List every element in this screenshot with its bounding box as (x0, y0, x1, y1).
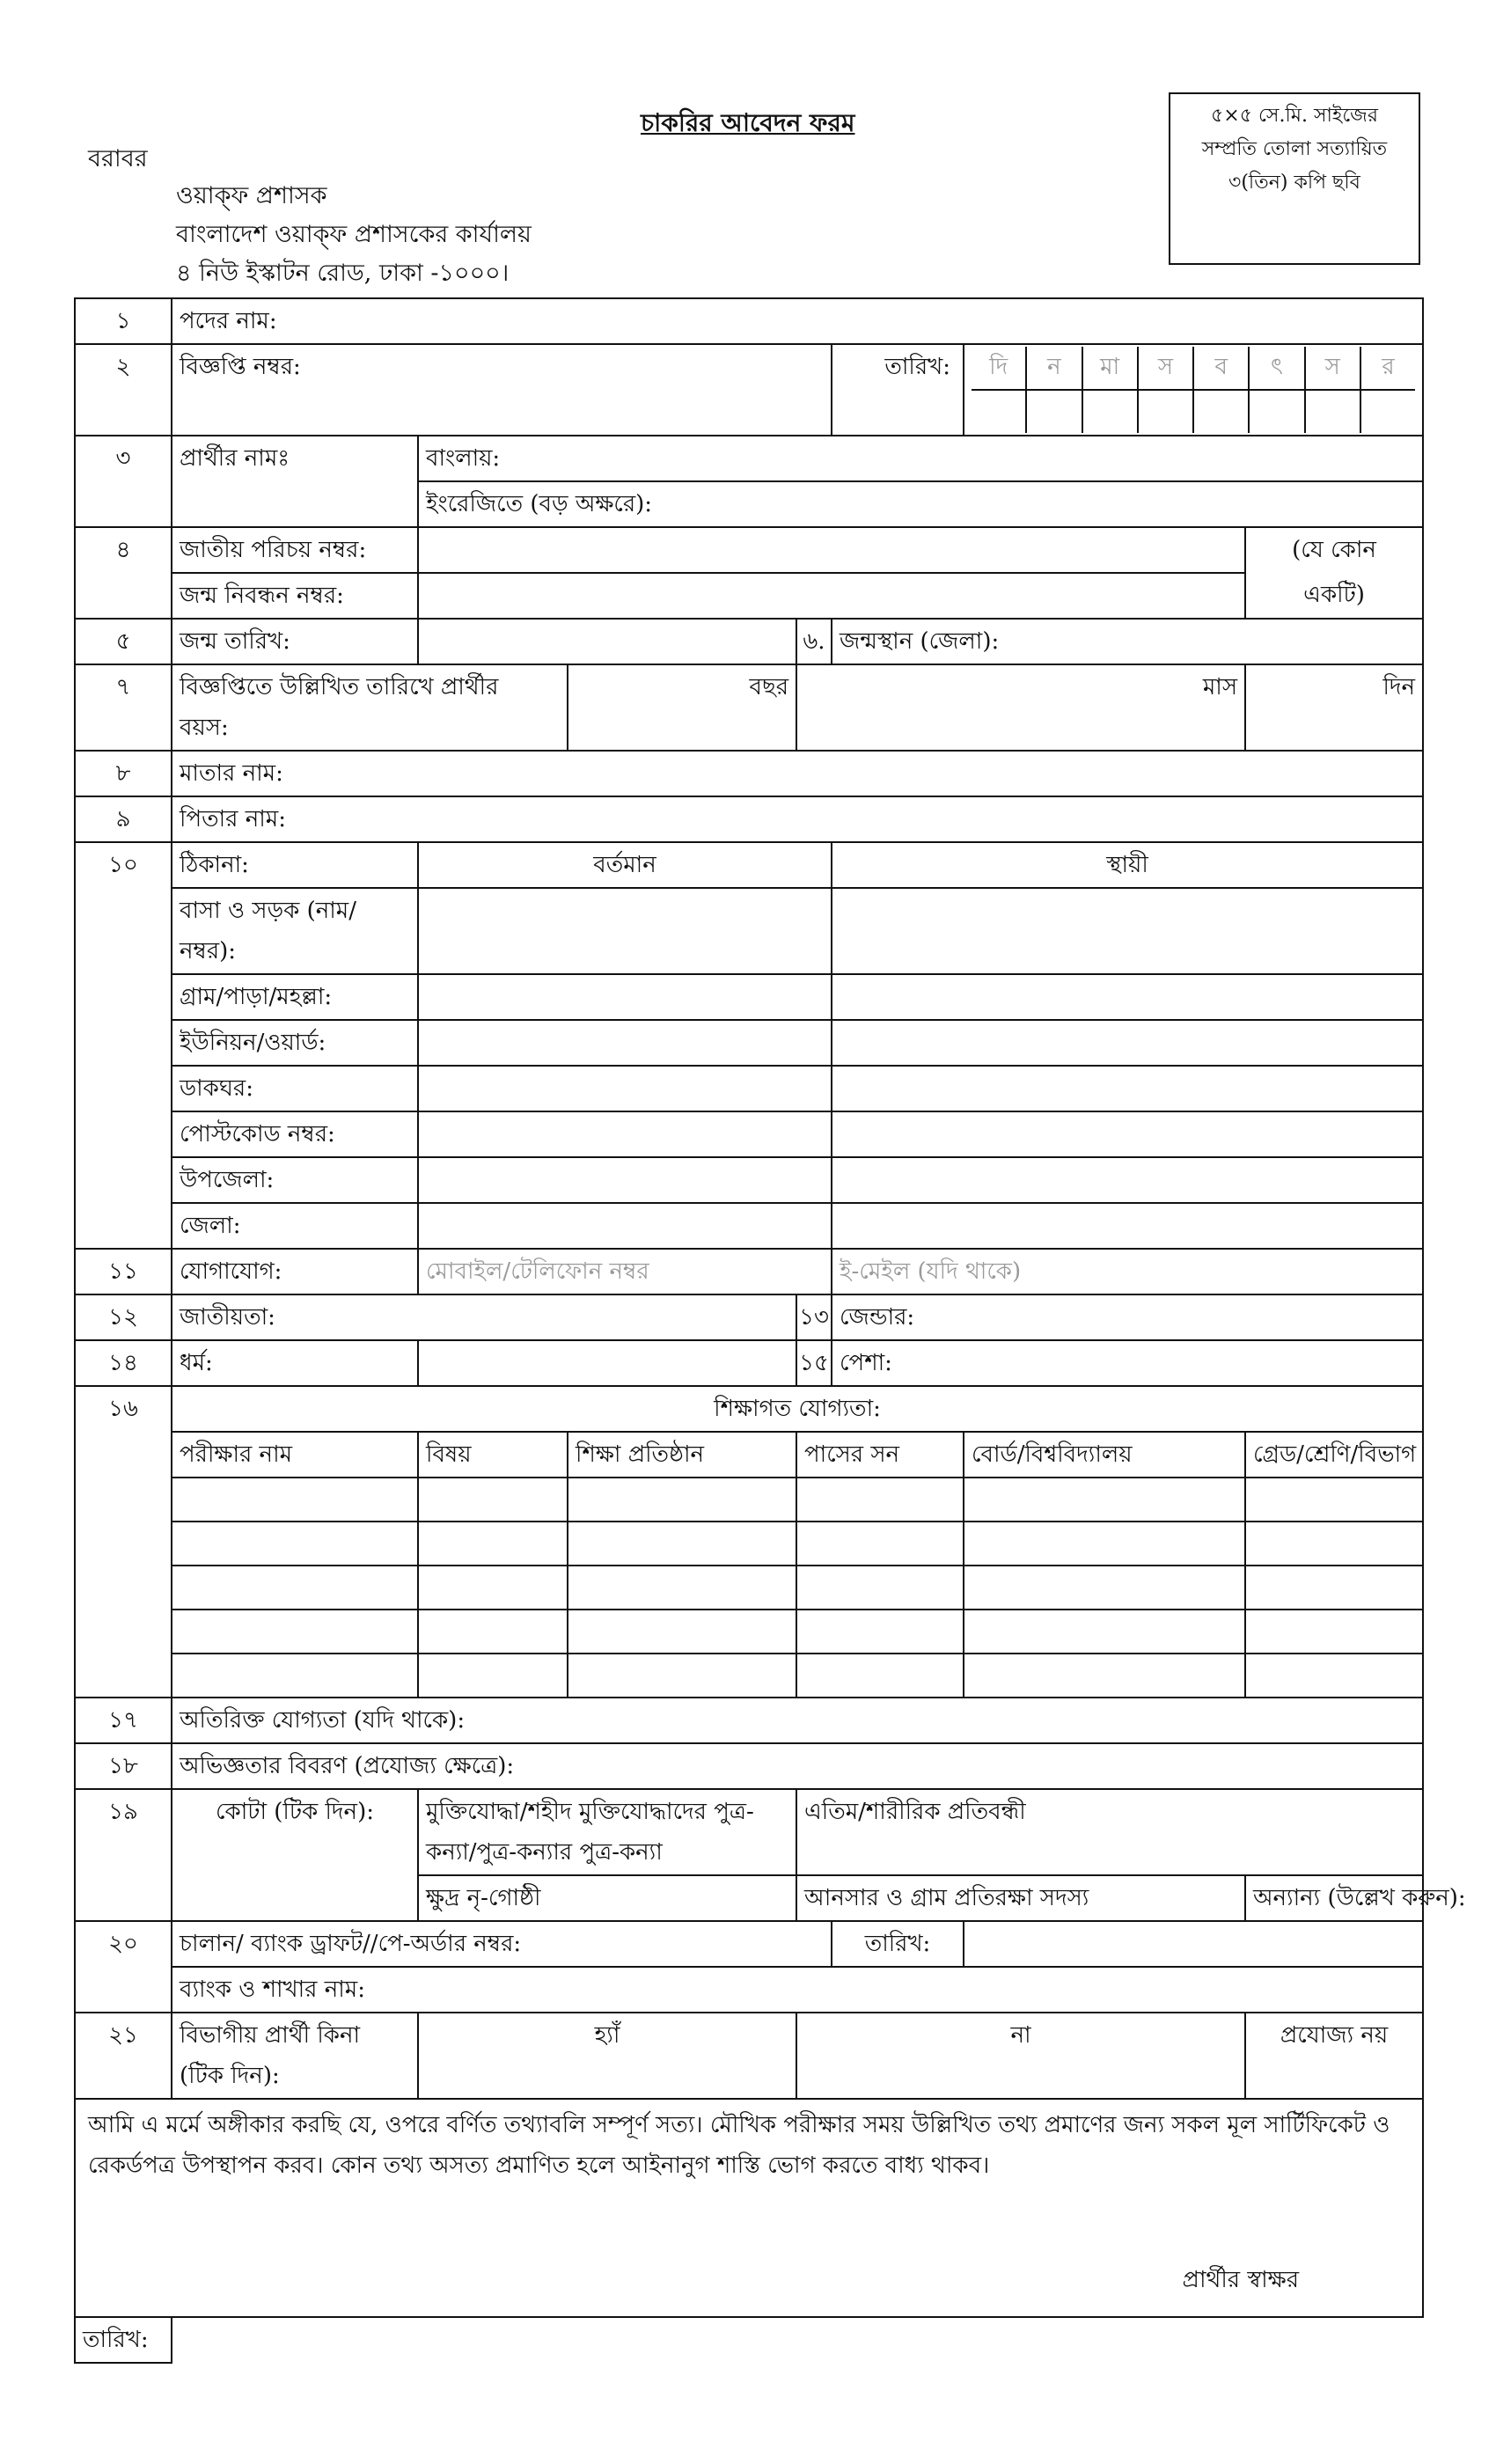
present-address-input[interactable] (418, 1066, 832, 1111)
application-form-table (74, 297, 1466, 2364)
quota-other[interactable]: অন্যান্য (উল্লেখ করুন): (1245, 1875, 1423, 1921)
age-day-field[interactable] (1245, 664, 1423, 751)
permanent-address-input[interactable] (832, 974, 1423, 1020)
circular-number-label: বিজ্ঞপ্তি নম্বর: (180, 354, 301, 380)
date-letter-cell: ব (1192, 347, 1248, 389)
age-day-label: দিন (1382, 674, 1416, 700)
circular-date-grid[interactable] (964, 344, 1423, 436)
present-address-input[interactable] (418, 1203, 832, 1249)
age-month-label: মাস (1202, 674, 1237, 700)
address-field-label: জেলা: (172, 1203, 418, 1249)
experience-label: অভিজ্ঞতার বিবরণ (প্রযোজ্য ক্ষেত্রে): (180, 1753, 515, 1779)
row-number-6: ৬. (796, 619, 832, 664)
addressee-to: বরাবর (88, 145, 148, 172)
date-digit-cell[interactable] (1082, 391, 1137, 433)
education-row[interactable] (75, 1610, 1423, 1654)
permanent-address-input[interactable] (832, 1020, 1423, 1066)
bank-branch-label: ব্যাংক ও শাখার নাম: (180, 1976, 365, 2003)
permanent-address-input[interactable] (832, 1111, 1423, 1157)
profession-field[interactable] (832, 1340, 1423, 1386)
either-note-1: (যে কোন (1245, 527, 1423, 573)
declaration-date-area (172, 2317, 1423, 2363)
row-number: ২০ (75, 1921, 172, 2013)
photo-box[interactable] (1169, 92, 1420, 265)
address-field-label: বাসা ও সড়ক (নাম/নম্বর): (172, 888, 418, 974)
quota-ethnic[interactable]: ক্ষুদ্র নৃ-গোষ্ঠী (418, 1875, 796, 1921)
edu-header-grade: গ্রেড/শ্রেণি/বিভাগ (1245, 1432, 1423, 1478)
challan-date-grid[interactable] (964, 1921, 1423, 1967)
address-field-label: পোস্টকোড নম্বর: (172, 1111, 418, 1157)
permanent-address-input[interactable] (832, 1203, 1423, 1249)
edu-header-board: বোর্ড/বিশ্ববিদ্যালয় (964, 1432, 1245, 1478)
row-number: ১৯ (75, 1789, 172, 1921)
row-number: ৮ (75, 751, 172, 796)
education-row[interactable] (75, 1566, 1423, 1610)
date-digit-cell[interactable] (1192, 391, 1248, 433)
age-year-field[interactable] (568, 664, 796, 751)
row-number: ৫ (75, 619, 172, 664)
challan-number-label: চালান/ ব্যাংক ড্রাফট//পে-অর্ডার নম্বর: (180, 1931, 522, 1957)
either-note-2: একটি) (1245, 573, 1423, 619)
experience-field[interactable] (172, 1743, 1423, 1789)
row-number-13: ১৩ (796, 1294, 832, 1340)
address-field-label: গ্রাম/পাড়া/মহল্লা: (172, 974, 418, 1020)
present-address-input[interactable] (418, 1111, 832, 1157)
date-digit-cell[interactable] (1248, 391, 1303, 433)
age-year-label: বছর (749, 674, 788, 700)
email-field[interactable]: ই-মেইল (যদি থাকে) (832, 1249, 1423, 1294)
row-number-15: ১৫ (796, 1340, 832, 1386)
photo-text-1: ৫×৫ সে.মি. সাইজের (1211, 105, 1378, 127)
date-letter-cell: মা (1082, 347, 1137, 389)
permanent-address-header: স্থায়ী (832, 842, 1423, 888)
education-row[interactable] (75, 1522, 1423, 1566)
present-address-input[interactable] (418, 888, 832, 974)
quota-ansar[interactable]: আনসার ও গ্রাম প্রতিরক্ষা সদস্য (796, 1875, 1245, 1921)
declaration-text: আমি এ মর্মে অঙ্গীকার করছি যে, ওপরে বর্ণিত তথ্যাবলি সম্পূর্ণ সত্য। মৌখিক পরীক্ষার সময় উল্লিখিত তথ্য প্রমাণের জন্য সকল মূল সার্টিফিকেট ও রেকর্ডপত্র উপস্থাপন করব। কোন তথ্য অসত্য প্রমাণিত হলে আইনানুগ শাস্তি ভোগ করতে বাধ্য থাকব। (88, 2112, 1390, 2179)
name-bangla-field[interactable] (418, 436, 1423, 481)
date-letter-row (972, 347, 1415, 389)
challan-number-field[interactable] (172, 1921, 832, 1967)
birth-reg-label: জন্ম নিবন্ধন নম্বর: (172, 573, 418, 619)
form-title: চাকরির আবেদন ফরম (641, 108, 855, 137)
extra-qualification-label: অতিরিক্ত যোগ্যতা (যদি থাকে): (180, 1707, 466, 1734)
edu-header-exam: পরীক্ষার নাম (172, 1432, 418, 1478)
row-number: ৩ (75, 436, 172, 527)
departmental-label: বিভাগীয় প্রার্থী কিনা (টিক দিন): (172, 2013, 418, 2099)
address-label: ঠিকানা: (172, 842, 418, 888)
photo-text-2: সম্প্রতি তোলা সত্যায়িত (1201, 138, 1388, 160)
nationality-field[interactable] (172, 1294, 796, 1340)
religion-label: ধর্ম: (172, 1340, 418, 1386)
row-number: ৪ (75, 527, 172, 619)
addressee-line-1: ওয়াক্ফ প্রশাসক (176, 182, 327, 209)
dob-label: জন্ম তারিখ: (172, 619, 418, 664)
departmental-na[interactable]: প্রযোজ্য নয় (1245, 2013, 1423, 2099)
row-number: ১৪ (75, 1340, 172, 1386)
date-letter-cell: র (1360, 347, 1415, 389)
mother-name-field[interactable] (172, 751, 1423, 796)
date-letter-cell: দি (989, 354, 1008, 380)
education-title: শিক্ষাগত যোগ্যতা: (172, 1386, 1423, 1432)
row-number: ২ (75, 344, 172, 436)
quota-orphan-disabled[interactable]: এতিম/শারীরিক প্রতিবন্ধী (796, 1789, 1423, 1875)
post-name-label: পদের নাম: (180, 308, 277, 334)
address-field-label: উপজেলা: (172, 1157, 418, 1203)
religion-field[interactable] (418, 1340, 796, 1386)
dob-digit-grid[interactable] (418, 619, 796, 664)
profession-label: পেশা: (840, 1350, 892, 1376)
photo-text-3: ৩(তিন) কপি ছবি (1228, 172, 1360, 194)
date-digit-cell[interactable] (1360, 391, 1415, 433)
permanent-address-input[interactable] (832, 1066, 1423, 1111)
birthplace-label: জন্মস্থান (জেলা): (840, 628, 1000, 655)
present-address-header: বর্তমান (418, 842, 832, 888)
mobile-field[interactable]: মোবাইল/টেলিফোন নম্বর (418, 1249, 832, 1294)
address-field-label: ডাকঘর: (172, 1066, 418, 1111)
nationality-label: জাতীয়তা: (180, 1304, 275, 1331)
edu-header-subject: বিষয় (418, 1432, 568, 1478)
row-number: ৯ (75, 796, 172, 842)
row-number: ১৭ (75, 1698, 172, 1743)
father-name-label: পিতার নাম: (180, 806, 286, 832)
row-number: ১৮ (75, 1743, 172, 1789)
quota-freedom-fighter[interactable]: মুক্তিযোদ্ধা/শহীদ মুক্তিযোদ্ধাদের পুত্র-কন্যা/পুত্র-কন্যার পুত্র-কন্যা (418, 1789, 796, 1875)
permanent-address-input[interactable] (832, 1157, 1423, 1203)
addressee-line-2: বাংলাদেশ ওয়াক্ফ প্রশাসকের কার্যালয় (176, 221, 532, 248)
name-bangla-label: বাংলায়: (426, 445, 501, 472)
row-number: ২১ (75, 2013, 172, 2099)
address-field-label: ইউনিয়ন/ওয়ার্ড: (172, 1020, 418, 1066)
contact-label: যোগাযোগ: (172, 1249, 418, 1294)
name-english-label: ইংরেজিতে (বড় অক্ষরে): (426, 491, 653, 517)
nid-label: জাতীয় পরিচয় নম্বর: (172, 527, 418, 573)
challan-date-label: তারিখ: (832, 1921, 964, 1967)
present-address-input[interactable] (418, 974, 832, 1020)
date-letter-cell: স (1137, 347, 1192, 389)
present-address-input[interactable] (418, 1157, 832, 1203)
row-number: ১১ (75, 1249, 172, 1294)
date-input-row[interactable] (972, 389, 1415, 433)
gender-field[interactable] (832, 1294, 1423, 1340)
education-row[interactable] (75, 1478, 1423, 1522)
post-name-field[interactable] (172, 298, 1423, 344)
birthplace-field[interactable] (832, 619, 1423, 664)
row-number: ৭ (75, 664, 172, 751)
education-header-row (75, 1432, 1423, 1478)
present-address-input[interactable] (418, 1020, 832, 1066)
extra-qualification-field[interactable] (172, 1698, 1423, 1743)
departmental-no[interactable]: না (796, 2013, 1245, 2099)
row-number: ১৬ (75, 1386, 172, 1698)
date-digit-cell[interactable] (1137, 391, 1192, 433)
permanent-address-input[interactable] (832, 888, 1423, 974)
row-number: ১২ (75, 1294, 172, 1340)
age-month-field[interactable] (796, 664, 1245, 751)
date-letter-cell: ৎ (1248, 347, 1303, 389)
date-digit-cell[interactable] (1025, 391, 1081, 433)
date-letter-cell: স (1304, 347, 1360, 389)
declaration-date-label: তারিখ: (75, 2317, 172, 2363)
bank-branch-field[interactable] (172, 1967, 1423, 2013)
name-english-field[interactable] (418, 481, 1423, 527)
nid-digit-grid[interactable] (418, 527, 1245, 573)
date-label: তারিখ: (832, 344, 964, 436)
declaration-box (75, 2099, 1423, 2317)
birth-reg-digit-grid[interactable] (418, 573, 1245, 619)
edu-header-institute: শিক্ষা প্রতিষ্ঠান (568, 1432, 796, 1478)
candidate-signature-label: প্রার্থীর স্বাক্ষর (1182, 2267, 1300, 2293)
gender-label: জেন্ডার: (840, 1304, 915, 1331)
row-number: ১০ (75, 842, 172, 1249)
father-name-field[interactable] (172, 796, 1423, 842)
candidate-name-label: প্রার্থীর নামঃ (172, 436, 418, 527)
edu-header-year: পাসের সন (796, 1432, 964, 1478)
departmental-yes[interactable]: হ্যাঁ (418, 2013, 796, 2099)
education-row[interactable] (75, 1654, 1423, 1698)
date-digit-cell[interactable] (1304, 391, 1360, 433)
circular-number-field[interactable] (172, 344, 832, 436)
row-number: ১ (75, 298, 172, 344)
date-digit-cell[interactable] (972, 391, 1025, 433)
date-letter-cell: ন (1025, 347, 1081, 389)
addressee-line-3: ৪ নিউ ইস্কাটন রোড, ঢাকা -১০০০। (176, 260, 510, 287)
mother-name-label: মাতার নাম: (180, 760, 283, 787)
age-label: বিজ্ঞপ্তিতে উল্লিখিত তারিখে প্রার্থীর বয়স: (172, 664, 568, 751)
quota-label: কোটা (টিক দিন): (172, 1789, 418, 1921)
